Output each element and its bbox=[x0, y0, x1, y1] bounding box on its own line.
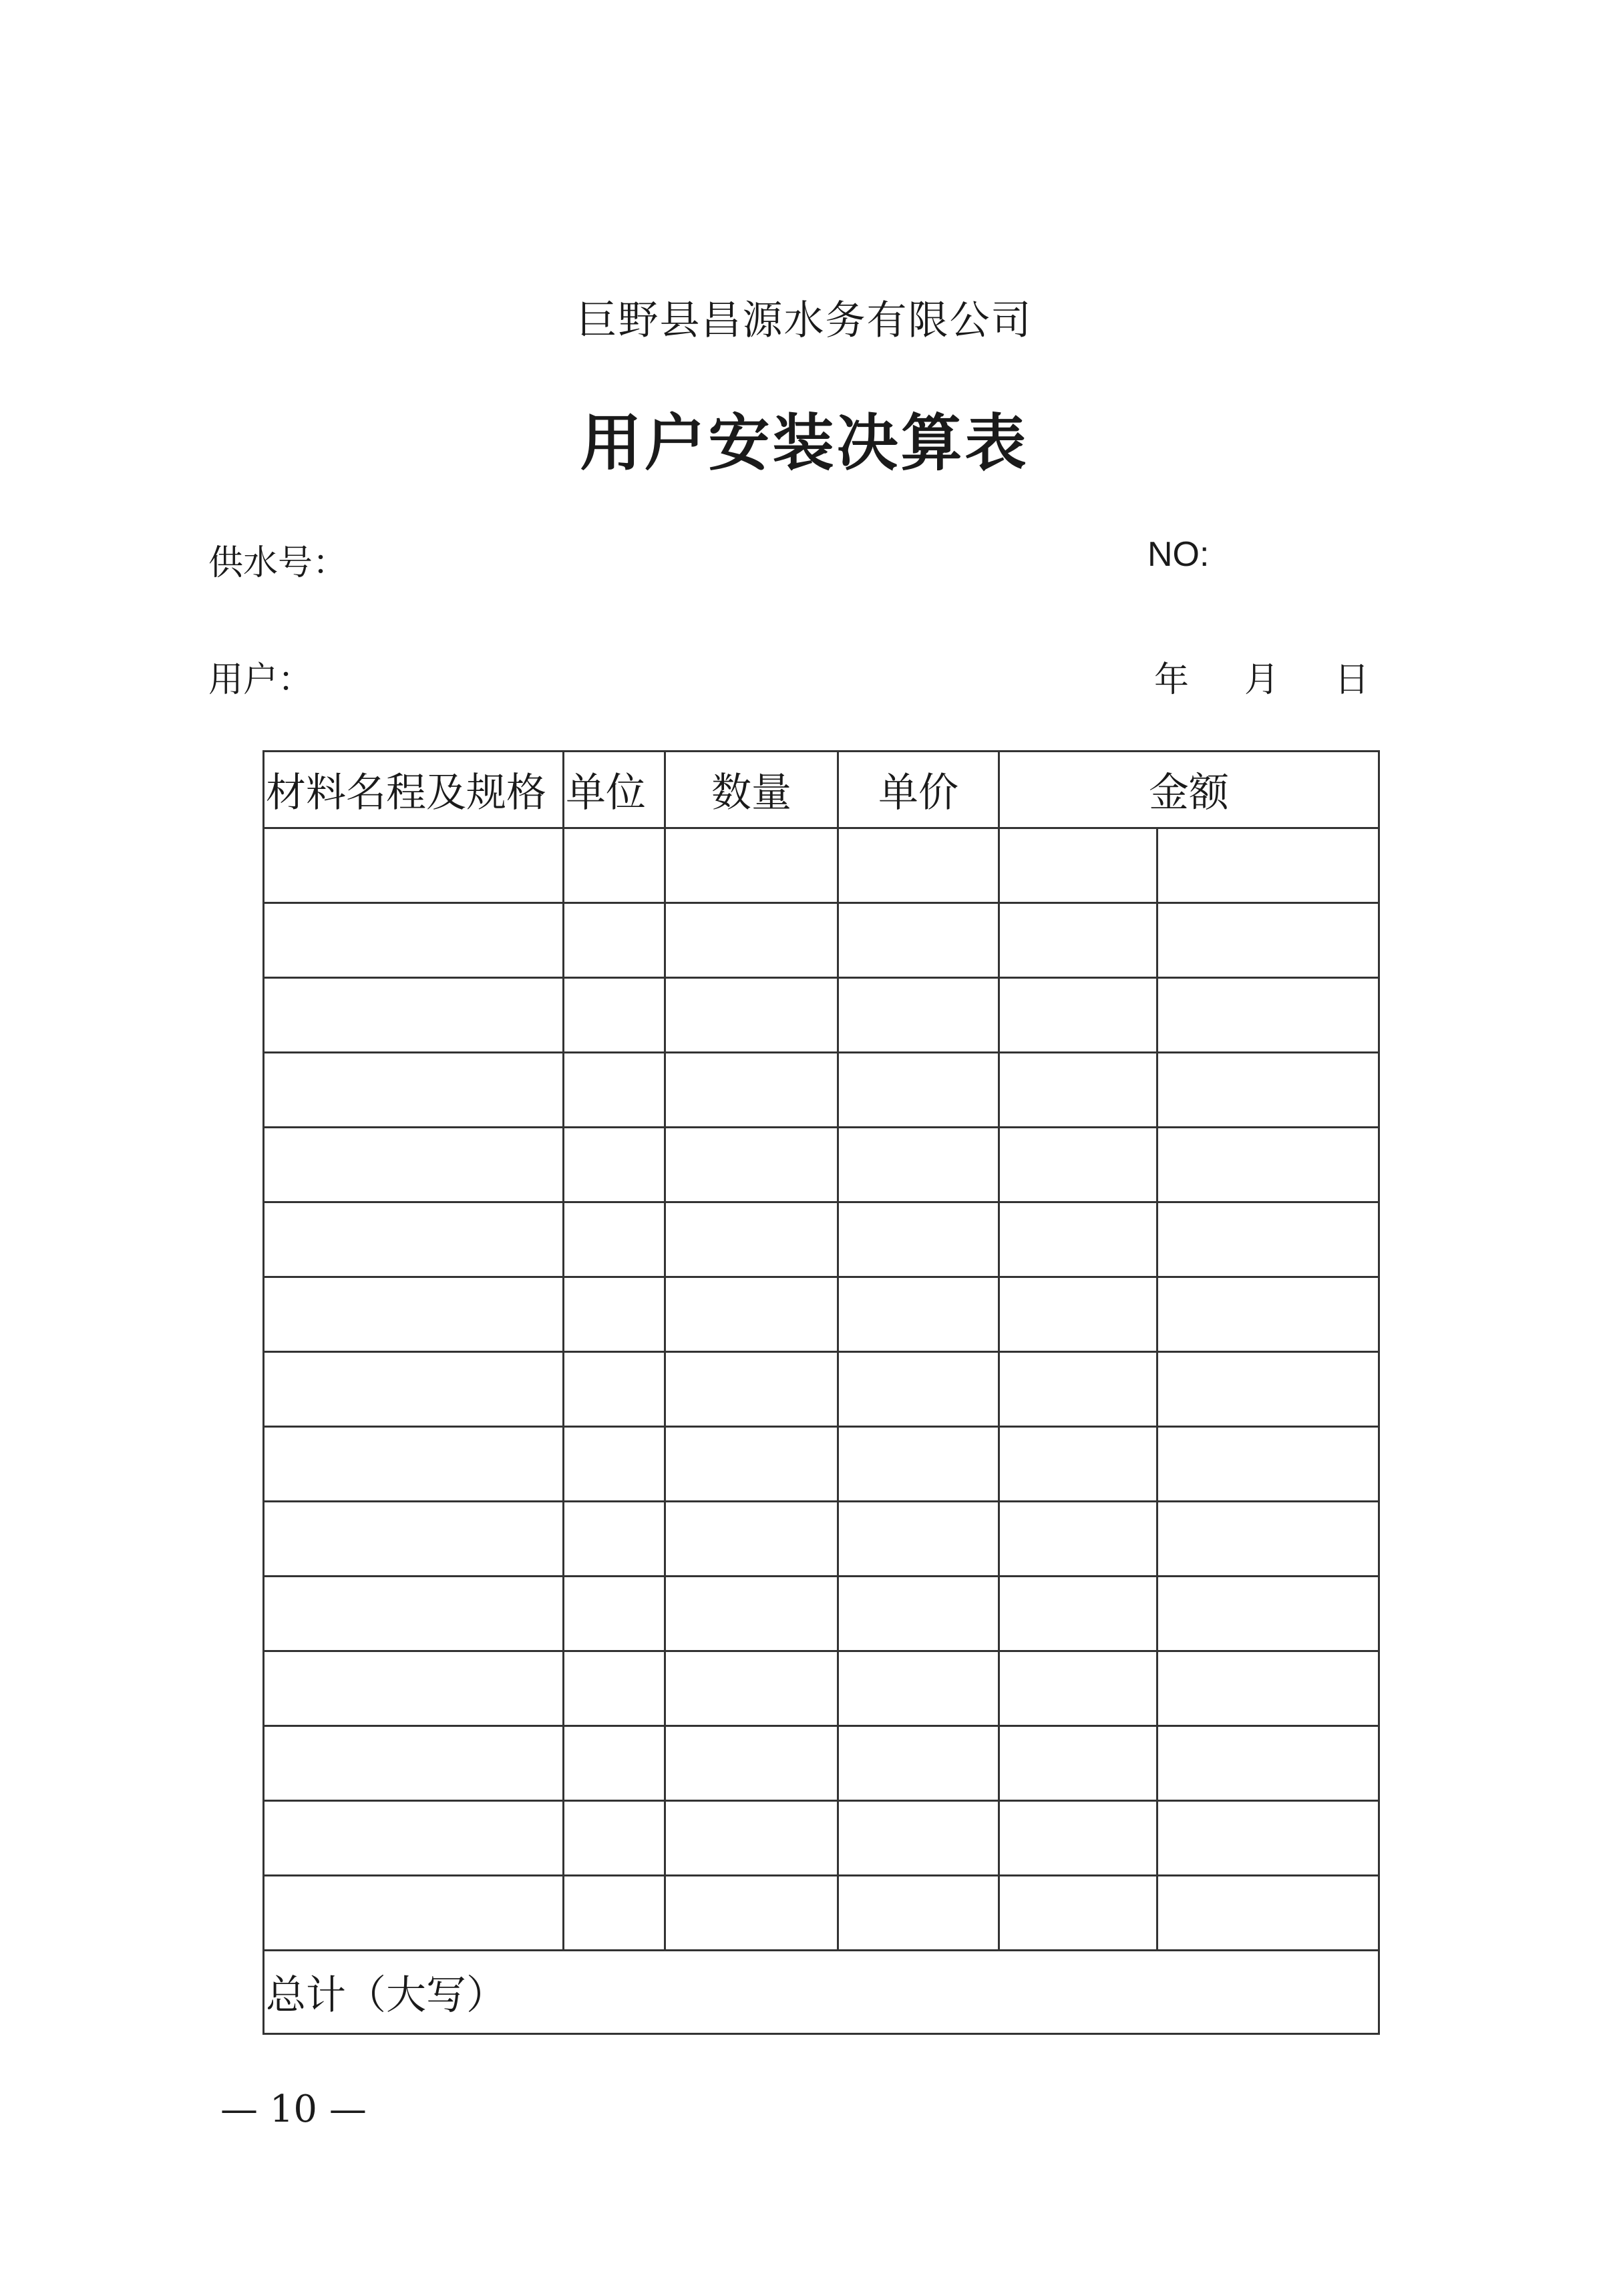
table-cell[interactable] bbox=[999, 1427, 1157, 1502]
table-cell[interactable] bbox=[564, 1128, 665, 1202]
table-cell[interactable] bbox=[264, 1502, 564, 1577]
user-label: 用户： bbox=[208, 660, 313, 700]
table-cell[interactable] bbox=[999, 1128, 1157, 1202]
table-cell[interactable] bbox=[665, 1577, 838, 1651]
date-day: 日 bbox=[1334, 660, 1370, 700]
table-cell[interactable] bbox=[564, 1577, 665, 1651]
table-cell[interactable] bbox=[838, 1053, 999, 1128]
table-cell[interactable] bbox=[999, 1277, 1157, 1352]
table-cell[interactable] bbox=[1157, 1876, 1379, 1951]
table-cell[interactable] bbox=[264, 1427, 564, 1502]
header-amount: 金额 bbox=[999, 752, 1379, 828]
table-cell[interactable] bbox=[838, 1202, 999, 1277]
table-cell[interactable] bbox=[999, 1053, 1157, 1128]
table-cell[interactable] bbox=[999, 1577, 1157, 1651]
table-cell[interactable] bbox=[999, 1352, 1157, 1427]
table-cell[interactable] bbox=[564, 1277, 665, 1352]
table-cell[interactable] bbox=[665, 1726, 838, 1801]
header-unit-price: 单价 bbox=[838, 752, 999, 828]
table-cell[interactable] bbox=[564, 903, 665, 978]
table-cell[interactable] bbox=[665, 1277, 838, 1352]
table-cell[interactable] bbox=[999, 828, 1157, 903]
settlement-table bbox=[262, 750, 1380, 2035]
table-cell[interactable] bbox=[264, 1577, 564, 1651]
table-cell[interactable] bbox=[838, 1726, 999, 1801]
table-cell[interactable] bbox=[264, 1801, 564, 1876]
supply-no-label: 供水号： bbox=[208, 543, 348, 583]
table-row bbox=[264, 903, 1379, 978]
table-row bbox=[264, 1801, 1379, 1876]
table-cell[interactable] bbox=[264, 828, 564, 903]
form-title: 用户安装决算表 bbox=[580, 407, 1029, 479]
table-cell[interactable] bbox=[665, 1202, 838, 1277]
table-cell[interactable] bbox=[264, 1128, 564, 1202]
table-cell[interactable] bbox=[999, 1502, 1157, 1577]
table-cell[interactable] bbox=[999, 978, 1157, 1053]
table-row bbox=[264, 1427, 1379, 1502]
table-cell[interactable] bbox=[838, 828, 999, 903]
table-cell[interactable] bbox=[564, 1726, 665, 1801]
table-cell[interactable] bbox=[1157, 1651, 1379, 1726]
table-cell[interactable] bbox=[1157, 1502, 1379, 1577]
table-cell[interactable] bbox=[838, 1876, 999, 1951]
table-cell[interactable] bbox=[1157, 1352, 1379, 1427]
table-cell[interactable] bbox=[838, 978, 999, 1053]
table-cell[interactable] bbox=[665, 1427, 838, 1502]
table-cell[interactable] bbox=[564, 1352, 665, 1427]
table-cell[interactable] bbox=[838, 1352, 999, 1427]
table-cell[interactable] bbox=[665, 903, 838, 978]
table-cell[interactable] bbox=[1157, 1053, 1379, 1128]
total-row bbox=[264, 1951, 1379, 2034]
table-cell[interactable] bbox=[1157, 1577, 1379, 1651]
table-row bbox=[264, 1876, 1379, 1951]
page-number: — 10 — bbox=[220, 2088, 367, 2131]
table-cell[interactable] bbox=[564, 1202, 665, 1277]
table-cell[interactable] bbox=[564, 1801, 665, 1876]
table-row bbox=[264, 1128, 1379, 1202]
table-row bbox=[264, 1277, 1379, 1352]
table-cell[interactable] bbox=[838, 1277, 999, 1352]
table-cell[interactable] bbox=[564, 978, 665, 1053]
table-cell[interactable] bbox=[838, 1427, 999, 1502]
no-label: NO: bbox=[1147, 535, 1210, 574]
table-cell[interactable] bbox=[564, 1876, 665, 1951]
table-row bbox=[264, 1577, 1379, 1651]
table-cell[interactable] bbox=[1157, 1128, 1379, 1202]
table-cell[interactable] bbox=[1157, 978, 1379, 1053]
table-cell[interactable] bbox=[838, 1577, 999, 1651]
table-cell[interactable] bbox=[838, 1128, 999, 1202]
table-cell[interactable] bbox=[264, 1726, 564, 1801]
table-cell[interactable] bbox=[665, 1352, 838, 1427]
table-row bbox=[264, 1202, 1379, 1277]
header-material: 材料名程及规格 bbox=[264, 752, 564, 828]
table-cell[interactable] bbox=[264, 903, 564, 978]
table-cell[interactable] bbox=[564, 1053, 665, 1128]
table-cell[interactable] bbox=[1157, 828, 1379, 903]
table-cell[interactable] bbox=[999, 903, 1157, 978]
table-row bbox=[264, 1726, 1379, 1801]
company-name: 巨野县昌源水务有限公司 bbox=[576, 297, 1033, 344]
table-cell[interactable] bbox=[838, 1801, 999, 1876]
table-cell[interactable] bbox=[838, 903, 999, 978]
table-cell[interactable] bbox=[665, 1801, 838, 1876]
header-unit: 单位 bbox=[564, 752, 665, 828]
table-cell[interactable] bbox=[264, 1651, 564, 1726]
table-header-row bbox=[264, 752, 1379, 828]
table-cell[interactable] bbox=[1157, 1427, 1379, 1502]
table-cell[interactable] bbox=[564, 828, 665, 903]
table-row bbox=[264, 1053, 1379, 1128]
table-cell[interactable] bbox=[665, 828, 838, 903]
table-cell[interactable] bbox=[264, 1352, 564, 1427]
table-cell[interactable] bbox=[838, 1651, 999, 1726]
date-year: 年 bbox=[1154, 660, 1190, 700]
table-cell[interactable] bbox=[264, 1876, 564, 1951]
table-cell[interactable] bbox=[665, 1128, 838, 1202]
table-cell[interactable] bbox=[1157, 903, 1379, 978]
header-quantity: 数量 bbox=[665, 752, 838, 828]
table-cell[interactable] bbox=[665, 978, 838, 1053]
table-cell[interactable] bbox=[999, 1726, 1157, 1801]
table-cell[interactable] bbox=[999, 1202, 1157, 1277]
date-month: 月 bbox=[1244, 660, 1280, 700]
table-cell[interactable] bbox=[264, 1053, 564, 1128]
table-cell[interactable] bbox=[264, 1202, 564, 1277]
table-cell[interactable] bbox=[665, 1053, 838, 1128]
table-cell[interactable] bbox=[264, 978, 564, 1053]
table-cell[interactable] bbox=[564, 1427, 665, 1502]
table-cell[interactable] bbox=[838, 1502, 999, 1577]
table-row bbox=[264, 1352, 1379, 1427]
table-cell[interactable] bbox=[999, 1801, 1157, 1876]
table-cell[interactable] bbox=[564, 1502, 665, 1577]
table-cell[interactable] bbox=[999, 1876, 1157, 1951]
table-cell[interactable] bbox=[665, 1876, 838, 1951]
table-cell[interactable] bbox=[564, 1651, 665, 1726]
table-cell[interactable] bbox=[1157, 1726, 1379, 1801]
table-cell[interactable] bbox=[665, 1502, 838, 1577]
table-cell[interactable] bbox=[1157, 1202, 1379, 1277]
table-cell[interactable] bbox=[665, 1651, 838, 1726]
table-row bbox=[264, 828, 1379, 903]
table-cell[interactable] bbox=[264, 1277, 564, 1352]
total-label[interactable]: 总计（大写） bbox=[264, 1951, 1379, 2034]
table-row bbox=[264, 978, 1379, 1053]
table-row bbox=[264, 1502, 1379, 1577]
table-cell[interactable] bbox=[1157, 1277, 1379, 1352]
table-row bbox=[264, 1651, 1379, 1726]
table-cell[interactable] bbox=[999, 1651, 1157, 1726]
table-cell[interactable] bbox=[1157, 1801, 1379, 1876]
